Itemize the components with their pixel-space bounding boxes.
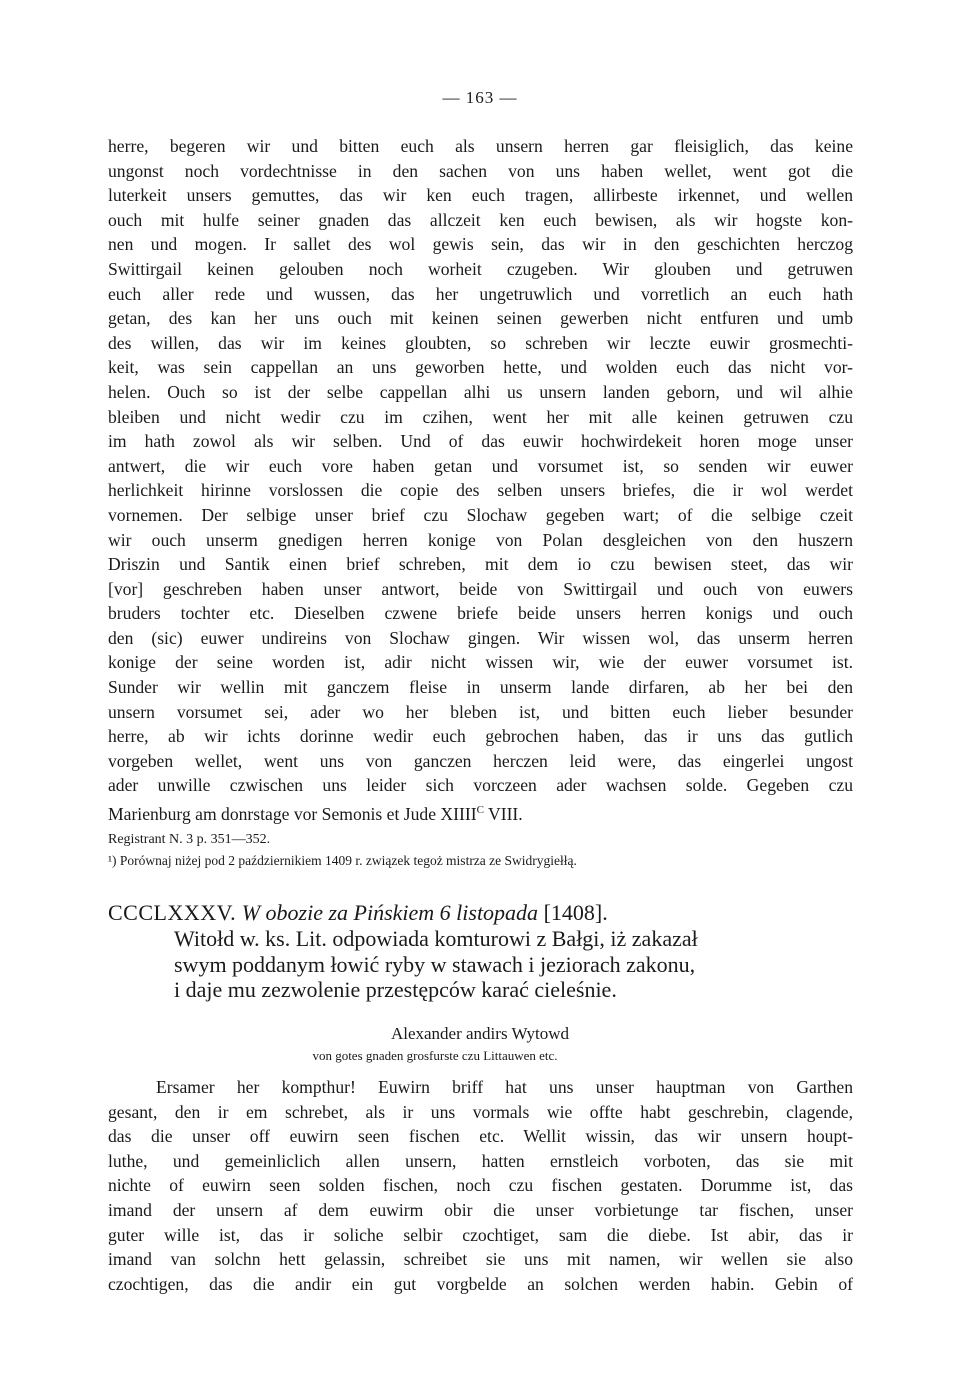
heading-line xyxy=(108,900,868,926)
text-line: herlichkeit hirinne vorslossen die copie des selben unsers briefes, die ir wol werdet xyxy=(108,480,853,501)
text-line: Driszin und Santik einen brief schreben, mit dem io czu bewisen steet, das wir xyxy=(108,554,853,575)
letter-body xyxy=(108,1075,853,1296)
text-line: ungonst noch vordechtnisse in den sachen von uns haben wellet, went got die xyxy=(108,160,853,181)
footnote xyxy=(108,851,853,871)
footnote-text: ¹) Porównaj niżej pod 2 październikiem 1409 r. związek tegoż mistrza ze Swidrygiełłą. xyxy=(108,853,577,868)
sender-name: Alexander andirs Wytowd xyxy=(390,1024,570,1043)
text-line: gesant, den ir em schrebet, als ir uns vormals wie offte habt geschrebin, clagende, xyxy=(108,1101,853,1122)
sender-title: von gotes gnaden grosfurste czu Littauwen etc. xyxy=(312,1048,558,1063)
text-line: im hath zowol als wir selben. Und of das euwir hochwirdekeit horen moge unser xyxy=(108,431,853,452)
text-line: herre, ab wir ichts dorinne wedir euch gebrochen haben, das ir uns das gutlich xyxy=(108,726,853,747)
text-line: antwert, die wir euch vore haben getan und vorsumet ist, so senden wir euwer xyxy=(108,455,853,476)
text-line: imand der unsern af dem euwirm obir die unser vorbietunge tar fischen, unser xyxy=(108,1199,853,1220)
heading-year: [1408]. xyxy=(543,900,608,925)
text-line: nichte of euwirn seen solden fischen, noch czu fischen gestaten. Dorumme ist, das xyxy=(108,1175,853,1196)
text-line: Sunder wir wellin mit ganczem fleise in unserm lande dirfaren, ab her bei den xyxy=(108,677,853,698)
source-note xyxy=(108,830,853,849)
dating-text: Marienburg am donrstage vor Semonis et Jude XIIII xyxy=(108,803,477,824)
dating-superscript: C xyxy=(476,804,484,817)
text-line: imand van solchn hett gelassin, schreibet sie uns mit namen, wir wellen sie also xyxy=(108,1249,853,1270)
sender-block xyxy=(0,1022,960,1066)
source-reference: Registrant N. 3 p. 351—352. xyxy=(108,832,271,847)
text-line: wir ouch unserm gnedigen herren konige von Polan desgleichen von den huszern xyxy=(108,529,853,550)
text-line: konige der seine worden ist, adir nicht wissen wir, wie der euwer vorsumet ist. xyxy=(108,652,853,673)
summary-line: i daje mu zezwolenie przestępców karać cieleśnie. xyxy=(174,977,617,1003)
text-line: ader unwille czwischen uns leider sich vorczeen ader wachsen solde. Gegeben czu xyxy=(108,775,853,796)
text-line: Ersamer her kompthur! Euwirn briff hat uns unser hauptman von Garthen xyxy=(156,1077,853,1097)
text-line: luterkeit unsers gemuttes, das wir ken euch tragen, allirbeste irkennet, und wellen xyxy=(108,185,853,206)
text-line: euch aller rede und wussen, das her ungetruwlich und vorretlich an euch hath xyxy=(108,283,853,304)
text-line: unsern vorsumet sei, ader wo her bleben ist, und bitten euch lieber besunder xyxy=(108,701,853,722)
text-line: vornemen. Der selbige unser brief czu Slochaw gegeben wart; of die selbige czeit xyxy=(108,504,853,525)
text-line: luthe, und gemeinliclich allen unsern, hatten ernstleich vorboten, das sie mit xyxy=(108,1150,853,1171)
text-line: [vor] geschreben haben unser antwort, beide von Swittirgail und ouch von euwers xyxy=(108,578,853,599)
text-line: guter wille ist, das ir soliche selbir czochtiget, sam die diebe. Ist abir, das ir xyxy=(108,1224,853,1245)
text-line: das die unser off euwirn seen fischen etc. Wellit wissin, das wir unsern houpt- xyxy=(108,1126,853,1147)
text-line: helen. Ouch so ist der selbe cappellan alhi us unsern landen geborn, und wil alhie xyxy=(108,381,853,402)
place-date: W obozie za Pińskiem 6 listopada xyxy=(241,900,539,925)
page-number: — 163 — xyxy=(442,88,518,107)
summary-line: Witołd w. ks. Lit. odpowiada komturowi z Bałgi, iż zakazał xyxy=(174,925,698,951)
text-line: vorgeben wellet, went uns von ganczen herczen leid were, das eingerlei ungost xyxy=(108,750,853,771)
text-line: keit, was sein cappellan an uns geworben hette, und wolden euch das nicht vor- xyxy=(108,357,853,378)
text-line: den (sic) euwer undireins von Slochaw gingen. Wir wissen wol, das unserm herren xyxy=(108,627,853,648)
text-line: des willen, das wir im keines gloubten, so schreben wir leczte euwir grosmechti- xyxy=(108,332,853,353)
text-line: bruders tochter etc. Dieselben czwene briefe beide unsers herren konigs und ouch xyxy=(108,603,853,624)
text-line: getan, des kan her uns ouch mit keinen seinen gewerben nicht entfuren und umb xyxy=(108,308,853,329)
text-line: ouch mit hulfe seiner gnaden das allczeit ken euch bewisen, als wir hogste kon- xyxy=(108,209,853,230)
summary-line: swym poddanym łowić ryby w stawach i jeziorach zakonu, xyxy=(174,951,696,977)
text-line: Swittirgail keinen gelouben noch worheit czugeben. Wir glouben und getruwen xyxy=(108,258,853,279)
document-number: CCCLXXXV. xyxy=(108,900,237,925)
document-heading xyxy=(108,900,868,1003)
letter-continuation xyxy=(108,134,853,826)
text-line: nen und mogen. Ir sallet des wol gewis sein, das wir in den geschichten herczog xyxy=(108,234,853,255)
text-line: czochtigen, das die andir ein gut vorgbelde an solchen werden habin. Gebin of xyxy=(108,1273,853,1294)
text-line: herre, begeren wir und bitten euch als unsern herren gar fleisiglich, das keine xyxy=(108,136,853,156)
text-line-dating xyxy=(108,798,853,826)
dating-suffix: VIII. xyxy=(483,803,523,824)
text-line: bleiben und nicht wedir czu im czihen, went her mit alle keinen getruwen czu xyxy=(108,406,853,427)
